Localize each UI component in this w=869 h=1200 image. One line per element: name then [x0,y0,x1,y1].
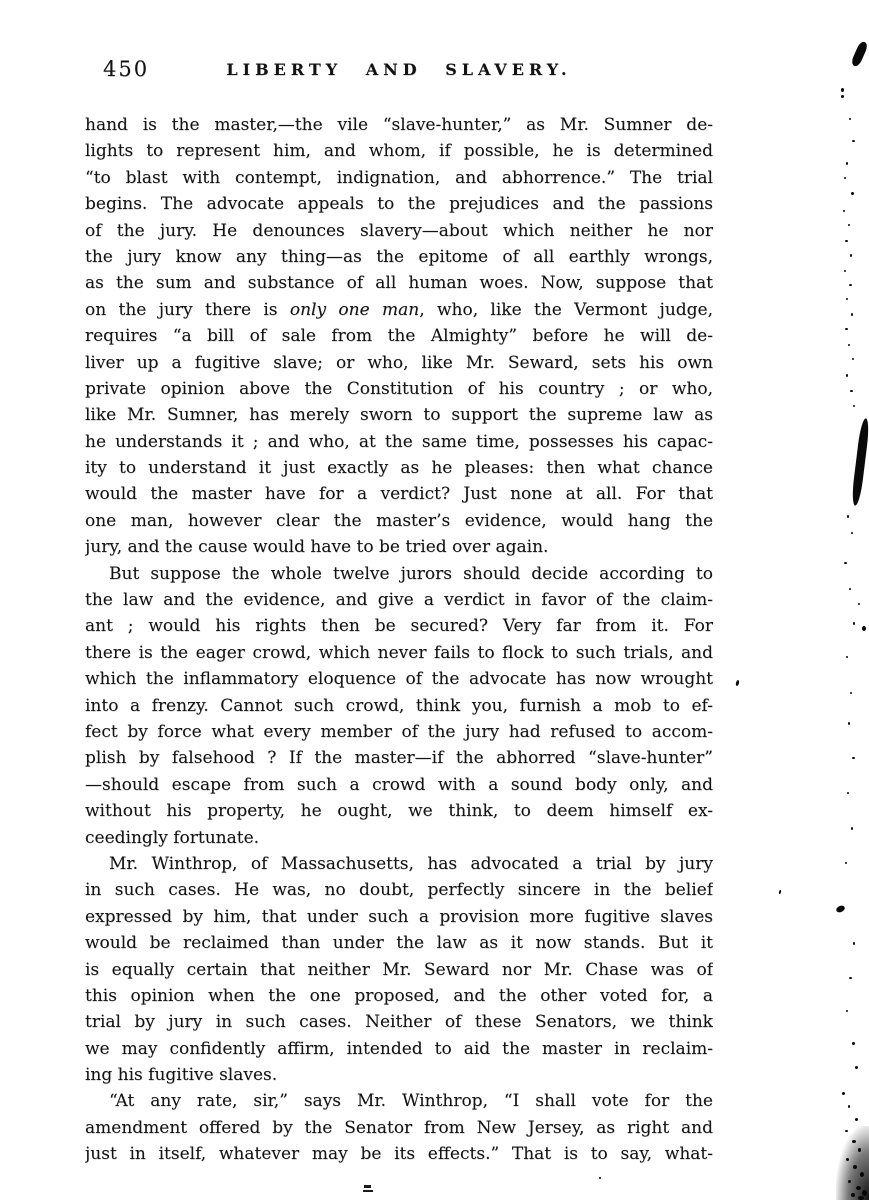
text-line: expressed by him, that under such a provision more fugitive slaves [85,906,713,927]
scan-speck [842,1092,845,1095]
text-line: the law and the evidence, and give a verdict in favor of the claim- [85,590,713,611]
text-line: amendment offered by the Senator from New Jersey, as right and [85,1117,713,1138]
scan-speck [847,515,849,518]
scan-speck [849,118,851,120]
text-line: trial by jury in such cases. Neither of these Senators, we think [85,1012,713,1033]
text-line: But suppose the whole twelve jurors should decide according to [109,563,713,584]
scan-speck [850,692,852,694]
scan-speck [843,210,845,212]
scan-speck [845,862,847,864]
text-line: jury, and the cause would have to be tried over again. [85,537,549,558]
text-line: into a frenzy. Cannot such crowd, think you, furnish a mob to ef- [85,695,713,716]
signature-mark-bar [364,1185,371,1188]
scan-speck [849,284,852,286]
text-line: as the sum and substance of all human woes. Now, suppose that [85,273,713,294]
text-line: —should escape from such a crowd with a sound body only, and [85,774,713,795]
text-line: begins. The advocate appeals to the prejudices and the passions [85,194,713,215]
scan-speck [855,1118,858,1121]
text-line: private opinion above the Constitution of his country ; or who, [85,378,713,399]
scan-speck [851,827,853,830]
scan-speck [849,588,851,590]
scan-speck [844,562,847,564]
scan-speck [847,792,849,794]
page-number: 450 [103,57,150,81]
scan-speck [851,418,869,506]
scan-speck [852,757,855,759]
scan-speck [735,680,739,687]
scan-speck [779,890,782,894]
text-line: just in itself, whatever may be its effects.” That is to say, what- [85,1144,713,1165]
scan-speck [846,374,848,377]
scan-speck [846,1010,848,1012]
text-line: lights to represent him, and whom, if possible, he is determined [85,141,713,162]
scan-speck [599,1177,601,1179]
scan-speck [852,1042,855,1045]
scan-speck [851,313,853,316]
scan-speck [848,224,850,226]
scan-speck [852,358,854,360]
signature-mark-bar [363,1190,373,1192]
running-title: LIBERTY AND SLAVERY. [226,60,572,79]
scan-speck [841,88,844,92]
scan-speck [845,240,848,242]
scan-speck [853,942,855,945]
scan-speck [855,1066,858,1069]
text-line: he understands it ; and who, at the same time, possesses his capac- [85,431,713,452]
scan-speck [850,40,869,67]
text-line: would be reclaimed than under the law as it now stands. But it [85,933,713,954]
text-line: ant ; would his rights then be secured? Very far from it. For [85,616,713,637]
scan-speck [851,532,853,534]
scan-speck [849,977,852,979]
scan-speck [844,270,846,272]
text-line: ity to understand it just exactly as he pleases: then what chance [85,458,713,479]
scan-corner-stain [836,1126,869,1200]
text-line: on the jury there is only one man, who, like the Vermont judge, [85,299,713,320]
scan-speck [862,626,866,631]
scan-speck [851,192,854,195]
text-line: ing his fugitive slaves. [85,1065,278,1086]
body-text [85,112,713,1168]
scan-speck [845,328,848,330]
text-line: without his property, he ought, we think, to deem himself ex- [85,801,713,822]
text-line: “At any rate, sir,” says Mr. Winthrop, “I shall vote for the [109,1091,713,1112]
text-line: plish by falsehood ? If the master—if the abhorred “slave-hunter” [85,748,713,769]
text-line: the jury know any thing—as the epitome of all earthly wrongs, [85,246,713,267]
scan-speck [835,904,846,913]
scan-speck [853,405,855,407]
scan-speck [858,603,860,605]
scan-speck [846,298,848,300]
scan-speck [848,344,850,346]
text-line: in such cases. He was, no doubt, perfectly sincere in the belief [85,880,713,901]
text-line: of the jury. He denounces slavery—about which neither he nor [85,220,713,241]
text-line: there is the eager crowd, which never fails to flock to such trials, and [85,642,713,663]
text-line: one man, however clear the master’s evidence, would hang the [85,510,713,531]
scan-speck [846,162,848,165]
text-line: hand is the master,—the vile “slave-hunter,” as Mr. Sumner de- [85,115,713,135]
text-line: we may confidently affirm, intended to aid the master in reclaim- [85,1038,713,1059]
scan-speck [848,1105,850,1108]
text-line: fect by force what every member of the jury had refused to accom- [85,721,713,742]
text-line: Mr. Winthrop, of Massachusetts, has advocated a trial by jury [109,853,713,874]
text-line: is equally certain that neither Mr. Seward nor Mr. Chase was of [85,959,713,980]
text-line: ceedingly fortunate. [85,827,260,848]
scan-speck [841,95,844,98]
scan-speck [848,722,850,725]
text-line: this opinion when the one proposed, and the other voted for, a [85,985,713,1006]
scan-speck [844,177,846,179]
text-line: “to blast with contempt, indignation, and abhorrence.” The trial [85,167,713,188]
text-line: would the master have for a verdict? Just none at all. For that [85,484,713,505]
text-line: like Mr. Sumner, has merely sworn to support the supreme law as [85,405,713,426]
scan-speck [850,254,852,257]
scan-speck [846,656,848,658]
text-line: which the inflammatory eloquence of the advocate has now wrought [85,669,713,690]
text-line: liver up a fugitive slave; or who, like Mr. Seward, sets his own [85,352,713,373]
text-line: requires “a bill of sale from the Almighty” before he will de- [85,326,713,347]
scan-speck [850,390,853,392]
scan-speck [852,140,855,142]
scan-speck [853,622,855,625]
signature-mark [363,1185,374,1194]
